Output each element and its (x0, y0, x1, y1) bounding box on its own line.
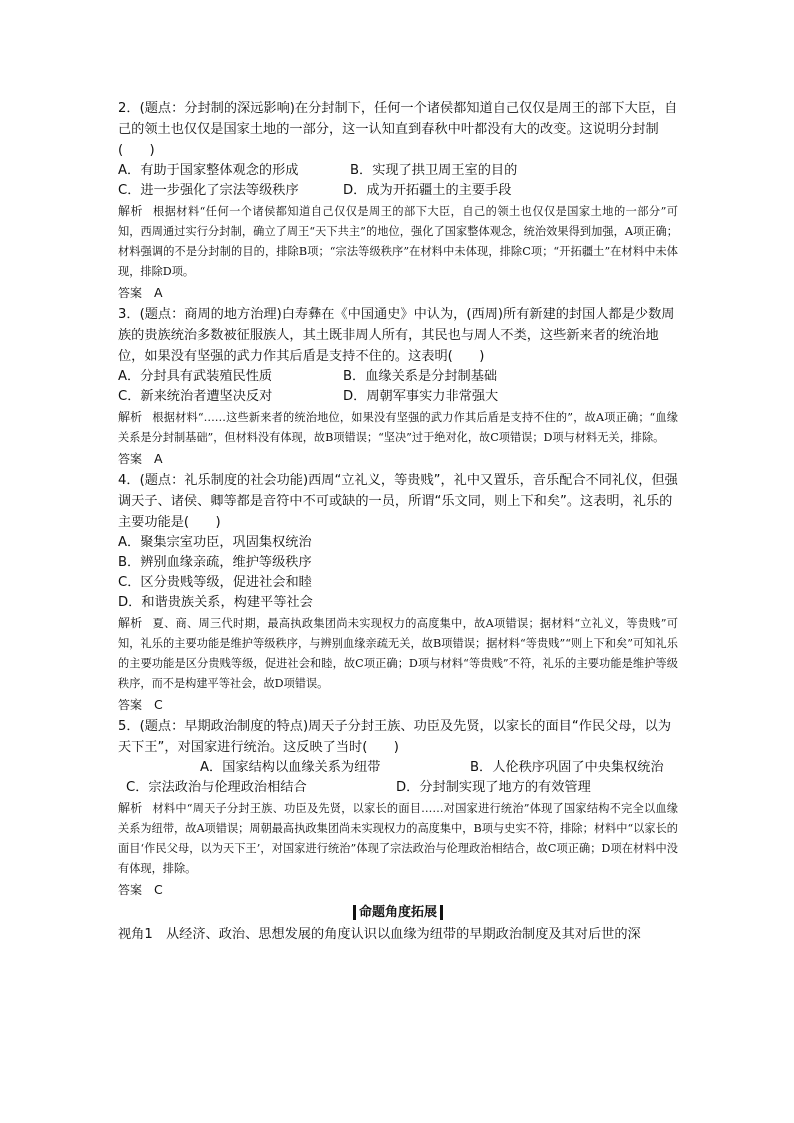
document-page (118, 98, 678, 945)
view-1-heading: 视角1 从经济、政治、思想发展的角度认识以血缘为纽带的早期政治制度及其对后世的深 (118, 927, 641, 942)
question-2-option-b: B．实现了拱卫周王室的目的 (350, 163, 518, 178)
question-5-option-a: A．国家结构以血缘关系为纽带 (200, 760, 381, 775)
question-5-options-row-2 (118, 778, 678, 798)
question-3-stem: 3．(题点：商周的地方治理)白寿彝在《中国通史》中认为，(西周)所有新建的封国人都是少数周族的贵族统治多数被征服族人，其土既非周人所有，其民也与周人不类，这些新来者的统治地位，如果没有坚强的武力作其后盾是支持不住的。这表明( ) (118, 307, 675, 364)
section-title: 命题角度拓展 (353, 905, 443, 920)
question-4-option-c: C．区分贵贱等级，促进社会和睦 (118, 575, 312, 590)
question-2-options-row-2 (118, 181, 678, 201)
question-2-option-a: A．有助于国家整体观念的形成 (118, 163, 299, 178)
question-5-option-b: B．人伦秩序巩固了中央集权统治 (470, 760, 664, 775)
question-2-analysis (118, 201, 678, 282)
analysis-text: 夏、商、周三代时期，最高执政集团尚未实现权力的高度集中，故A项错误；据材料“立礼义，等贵贱”可知，礼乐的主要功能是维护等级秩序，与辨别血缘亲疏无关，故B项错误；据材料“等贵贱”“则上下和矣”可知礼乐的主要功能是区分贵贱等级，促进社会和睦，故C项正确；D项与材料“等贵贱”不符，礼乐的主要功能是维护等级秩序，而不是构建平等社会，故D项错误。 (118, 617, 678, 690)
analysis-label: 解析 (118, 801, 143, 815)
analysis-text: 根据材料“任何一个诸侯都知道自己仅仅是周王的部下大臣，自己的领土也仅仅是国家土地的一部分”可知，西周通过实行分封制，确立了周王“天下共主”的地位，强化了国家整体观念，统治效果得到加强，A项正确；材料强调的不是分封制的目的，排除B项；“宗法等级秩序”在材料中未体现，排除C项；“开拓疆土”在材料中未体现，排除D项。 (118, 205, 678, 278)
answer-label: 答案 (118, 883, 143, 897)
analysis-label: 解析 (118, 204, 143, 218)
answer-value: C (154, 697, 163, 712)
answer-label: 答案 (118, 698, 143, 712)
question-4-option-b: B．辨别血缘亲疏，维护等级秩序 (118, 555, 312, 570)
question-2-options-row-1 (118, 161, 678, 181)
question-4-option-d: D．和谐贵族关系，构建平等社会 (118, 595, 313, 610)
question-5-option-c: C．宗法政治与伦理政治相结合 (126, 780, 307, 795)
answer-label: 答案 (118, 286, 143, 300)
analysis-text: 材料中“周天子分封王族、功臣及先贤，以家长的面目……对国家进行统治”体现了国家结构不完全以血缘关系为纽带，故A项错误；周朝最高执政集团尚未实现权力的高度集中，B项与史实不符，排除；材料中“以家长的面目‘作民父母，以为天下王’，对国家进行统治”体现了宗法政治与伦理政治相结合，故C项正确；D项在材料中没有体现，排除。 (118, 802, 678, 875)
question-2-option-c: C．进一步强化了宗法等级秩序 (118, 183, 299, 198)
question-4-answer (118, 694, 678, 716)
question-5-stem: 5．(题点：早期政治制度的特点)周天子分封王族、功臣及先贤，以家长的面目“作民父母，以为天下王”，对国家进行统治。这反映了当时( ) (118, 719, 672, 755)
question-3-analysis (118, 407, 678, 448)
question-5-analysis (118, 798, 678, 879)
answer-value: A (154, 285, 163, 300)
question-3-option-d: D．周朝军事实力非常强大 (343, 389, 499, 404)
question-3-option-a: A．分封具有武装殖民性质 (118, 369, 273, 384)
analysis-text: 根据材料“……这些新来者的统治地位，如果没有坚强的武力作其后盾是支持不住的”，故A项正确；“血缘关系是分封制基础”，但材料没有体现，故B项错误；“坚决”过于绝对化，故C项错误；D项与材料无关，排除。 (118, 411, 678, 444)
question-2-answer (118, 282, 678, 304)
question-4-stem: 4．(题点：礼乐制度的社会功能)西周“立礼义，等贵贱”，礼中又置乐，音乐配合不同礼仪，但强调天子、诸侯、卿等都是音符中不可或缺的一员，所谓“乐文同，则上下和矣”。这表明，礼乐的主要功能是( ) (118, 473, 678, 530)
question-3-option-c: C．新来统治者遭坚决反对 (118, 389, 273, 404)
question-3-options-row-2 (118, 387, 678, 407)
answer-value: A (154, 451, 163, 466)
question-2-stem: 2．(题点：分封制的深远影响)在分封制下，任何一个诸侯都知道自己仅仅是周王的部下大臣，自己的领土也仅仅是国家土地的一部分，这一认知直到春秋中叶都没有大的改变。这说明分封制( ) (118, 101, 678, 158)
question-5-answer (118, 879, 678, 901)
analysis-label: 解析 (118, 616, 143, 630)
question-3-answer (118, 448, 678, 470)
answer-label: 答案 (118, 452, 143, 466)
question-3-options-row-1 (118, 367, 678, 387)
question-4-option-a: A．聚集宗室功臣，巩固集权统治 (118, 535, 312, 550)
question-4-analysis (118, 613, 678, 694)
answer-value: C (154, 882, 163, 897)
question-5-option-d: D．分封制实现了地方的有效管理 (396, 780, 591, 795)
analysis-label: 解析 (118, 410, 143, 424)
question-2-option-d: D．成为开拓疆土的主要手段 (343, 183, 512, 198)
question-3-option-b: B．血缘关系是分封制基础 (343, 369, 498, 384)
section-banner (118, 903, 678, 923)
question-5-options-row-1 (118, 758, 678, 778)
